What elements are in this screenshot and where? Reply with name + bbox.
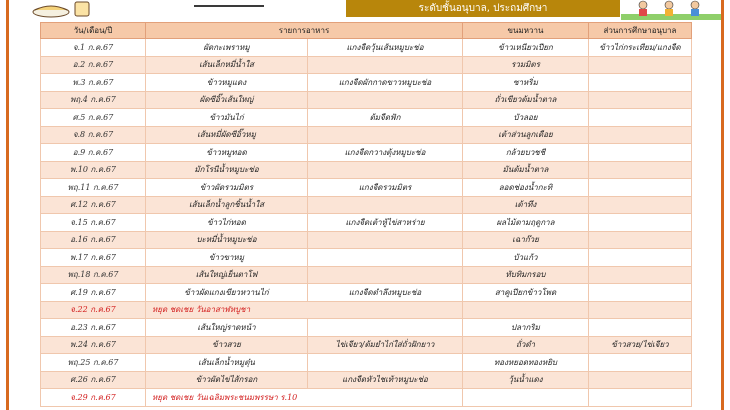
table-row: [41, 109, 692, 127]
dessert-cell: สาคูเปียกข้าวโพด: [463, 284, 589, 302]
date-cell: จ.15 ก.ค.67: [41, 214, 146, 232]
date-cell: อ.9 ก.ค.67: [41, 144, 146, 162]
header-band: [9, 0, 721, 21]
side-dish-cell: [308, 354, 463, 372]
main-dish-cell: ข้าวขาหมู: [146, 249, 308, 267]
table-row: [41, 336, 692, 354]
main-dish-cell: ข้าวหมูทอด: [146, 144, 308, 162]
kinder-cell: [589, 354, 692, 372]
kinder-cell: [589, 284, 692, 302]
table-row: [41, 371, 692, 389]
dessert-cell: ถั่วดำ: [463, 336, 589, 354]
dessert-cell: ผลไม้ตามฤดูกาล: [463, 214, 589, 232]
col-menu-header: รายการอาหาร: [146, 23, 463, 39]
table-row: [41, 39, 692, 57]
side-dish-cell: แกงจืดหัวไชเท้าหมูบะช่อ: [308, 371, 463, 389]
dessert-cell: วุ้นน้ำแดง: [463, 371, 589, 389]
kinder-cell: [589, 389, 692, 407]
dessert-cell: กล้วยบวชชี: [463, 144, 589, 162]
date-cell: อ.16 ก.ค.67: [41, 231, 146, 249]
main-dish-cell: ข้าวหมูแดง: [146, 74, 308, 92]
date-cell: จ.8 ก.ค.67: [41, 126, 146, 144]
main-dish-cell: เส้นเล็กน้ำลูกชิ้นน้ำใส: [146, 196, 308, 214]
main-dish-cell: ข้าวมันไก่: [146, 109, 308, 127]
dessert-cell: มันต้มน้ำตาล: [463, 161, 589, 179]
table-row: [41, 354, 692, 372]
dessert-cell: [463, 389, 589, 407]
main-dish-cell: ข้าวผัดแกงเขียวหวานไก่: [146, 284, 308, 302]
date-cell: พ.17 ก.ค.67: [41, 249, 146, 267]
side-dish-cell: [308, 249, 463, 267]
date-cell: พฤ.18 ก.ค.67: [41, 266, 146, 284]
main-dish-cell: เส้นเล็กหมี่น้ำใส: [146, 56, 308, 74]
table-row: [41, 214, 692, 232]
table-header-row: [41, 23, 692, 39]
kinder-cell: [589, 179, 692, 197]
main-dish-cell: มักโรนีน้ำหมูบะช่อ: [146, 161, 308, 179]
side-dish-cell: แกงจืดผักกาดขาวหมูบะช่อ: [308, 74, 463, 92]
dessert-cell: ทับทิมกรอบ: [463, 266, 589, 284]
table-row: [41, 389, 692, 407]
date-cell: พฤ.4 ก.ค.67: [41, 91, 146, 109]
kinder-cell: [589, 196, 692, 214]
side-dish-cell: [308, 91, 463, 109]
date-cell: ศ.5 ก.ค.67: [41, 109, 146, 127]
dessert-cell: บัวลอย: [463, 109, 589, 127]
table-row: [41, 301, 692, 319]
side-dish-cell: ต้มจืดฟัก: [308, 109, 463, 127]
dessert-cell: ลอดช่องน้ำกะทิ: [463, 179, 589, 197]
main-dish-cell: ข้าวสวย: [146, 336, 308, 354]
date-cell: พ.10 ก.ค.67: [41, 161, 146, 179]
date-cell: ศ.12 ก.ค.67: [41, 196, 146, 214]
main-dish-cell: เส้นใหญ่เย็นตาโฟ: [146, 266, 308, 284]
main-dish-cell: ผัดซีอิ๊วเส้นใหญ่: [146, 91, 308, 109]
food-bowl-icon: [29, 0, 99, 18]
dessert-cell: เต้าส่วนลูกเดือย: [463, 126, 589, 144]
main-dish-cell: เส้นเล็กน้ำหมูตุ๋น: [146, 354, 308, 372]
table-row: [41, 56, 692, 74]
menu-table: [40, 22, 692, 407]
kinder-cell: [589, 74, 692, 92]
side-dish-cell: [308, 266, 463, 284]
col-date-header: วัน/เดือน/ปี: [41, 23, 146, 39]
holiday-note: หยุด ชดเชย วันอาสาฬหบูชา: [146, 301, 463, 319]
side-dish-cell: [308, 161, 463, 179]
date-cell: จ.29 ก.ค.67: [41, 389, 146, 407]
kinder-cell: [589, 144, 692, 162]
kinder-cell: [589, 301, 692, 319]
date-cell: พ.3 ก.ค.67: [41, 74, 146, 92]
side-dish-cell: [308, 319, 463, 337]
side-dish-cell: แกงจืดกวางตุ้งหมูบะช่อ: [308, 144, 463, 162]
side-dish-cell: แกงจืดตำลึงหมูบะช่อ: [308, 284, 463, 302]
side-dish-cell: [308, 196, 463, 214]
side-dish-cell: ไข่เจียว/ต้มยำไก่ใส่ถั่วฝักยาว: [308, 336, 463, 354]
table-row: [41, 161, 692, 179]
dessert-cell: ปลากริม: [463, 319, 589, 337]
main-dish-cell: เส้นหมี่ผัดซีอิ๊วหมู: [146, 126, 308, 144]
kinder-cell: [589, 231, 692, 249]
side-dish-cell: แกงจืดวุ้นเส้นหมูบะช่อ: [308, 39, 463, 57]
date-cell: อ.23 ก.ค.67: [41, 319, 146, 337]
table-row: [41, 266, 692, 284]
level-banner: ระดับชั้นอนุบาล, ประถมศึกษา: [346, 0, 620, 17]
side-dish-cell: [308, 126, 463, 144]
date-cell: พฤ.25 ก.ค.67: [41, 354, 146, 372]
kinder-cell: ข้าวไก่กระเทียม/แกงจืด: [589, 39, 692, 57]
kinder-cell: [589, 319, 692, 337]
col-dessert-header: ขนมหวาน: [463, 23, 589, 39]
col-kinder-header: ส่วนการศึกษาอนุบาล: [589, 23, 692, 39]
date-cell: จ.22 ก.ค.67: [41, 301, 146, 319]
table-row: [41, 196, 692, 214]
side-dish-cell: [308, 231, 463, 249]
side-dish-cell: แกงจืดเต้าหู้ไข่สาหร่าย: [308, 214, 463, 232]
main-dish-cell: ข้าวผัดไข่ไส้กรอก: [146, 371, 308, 389]
dessert-cell: เฉาก๊วย: [463, 231, 589, 249]
table-row: [41, 74, 692, 92]
kinder-cell: [589, 161, 692, 179]
table-row: [41, 126, 692, 144]
children-illustration-icon: [621, 0, 721, 20]
date-cell: ศ.19 ก.ค.67: [41, 284, 146, 302]
table-row: [41, 249, 692, 267]
table-row: [41, 179, 692, 197]
main-dish-cell: เส้นใหญ่ราดหน้า: [146, 319, 308, 337]
side-dish-cell: แกงจืดรวมมิตร: [308, 179, 463, 197]
main-dish-cell: ข้าวผัดรวมมิตร: [146, 179, 308, 197]
side-dish-cell: [308, 56, 463, 74]
date-cell: จ.1 ก.ค.67: [41, 39, 146, 57]
main-dish-cell: บะหมี่น้ำหมูบะช่อ: [146, 231, 308, 249]
kinder-cell: [589, 91, 692, 109]
kinder-cell: [589, 371, 692, 389]
date-cell: พฤ.11 ก.ค.67: [41, 179, 146, 197]
table-row: [41, 319, 692, 337]
main-dish-cell: ผัดกะเพราหมู: [146, 39, 308, 57]
main-dish-cell: ข้าวไก่ทอด: [146, 214, 308, 232]
table-row: [41, 91, 692, 109]
kinder-cell: [589, 266, 692, 284]
dessert-cell: รวมมิตร: [463, 56, 589, 74]
holiday-note: หยุด ชดเชย วันเฉลิมพระชนมพรรษา ร.10: [146, 389, 463, 407]
kinder-cell: [589, 56, 692, 74]
date-cell: อ.2 ก.ค.67: [41, 56, 146, 74]
table-row: [41, 144, 692, 162]
table-row: [41, 231, 692, 249]
dessert-cell: ทองหยอดทองหยิบ: [463, 354, 589, 372]
kinder-cell: [589, 126, 692, 144]
dessert-cell: ถั่วเขียวต้มน้ำตาล: [463, 91, 589, 109]
table-row: [41, 284, 692, 302]
dessert-cell: [463, 301, 589, 319]
kinder-cell: ข้าวสวย/ไข่เจียว: [589, 336, 692, 354]
date-cell: พ.24 ก.ค.67: [41, 336, 146, 354]
dessert-cell: ข้าวเหนียวเปียก: [463, 39, 589, 57]
kinder-cell: [589, 249, 692, 267]
dessert-cell: บัวแก้ว: [463, 249, 589, 267]
kinder-cell: [589, 214, 692, 232]
dessert-cell: เต้าทึง: [463, 196, 589, 214]
kinder-cell: [589, 109, 692, 127]
decorative-line: [194, 5, 264, 7]
date-cell: ศ.26 ก.ค.67: [41, 371, 146, 389]
dessert-cell: ซาหริ่ม: [463, 74, 589, 92]
